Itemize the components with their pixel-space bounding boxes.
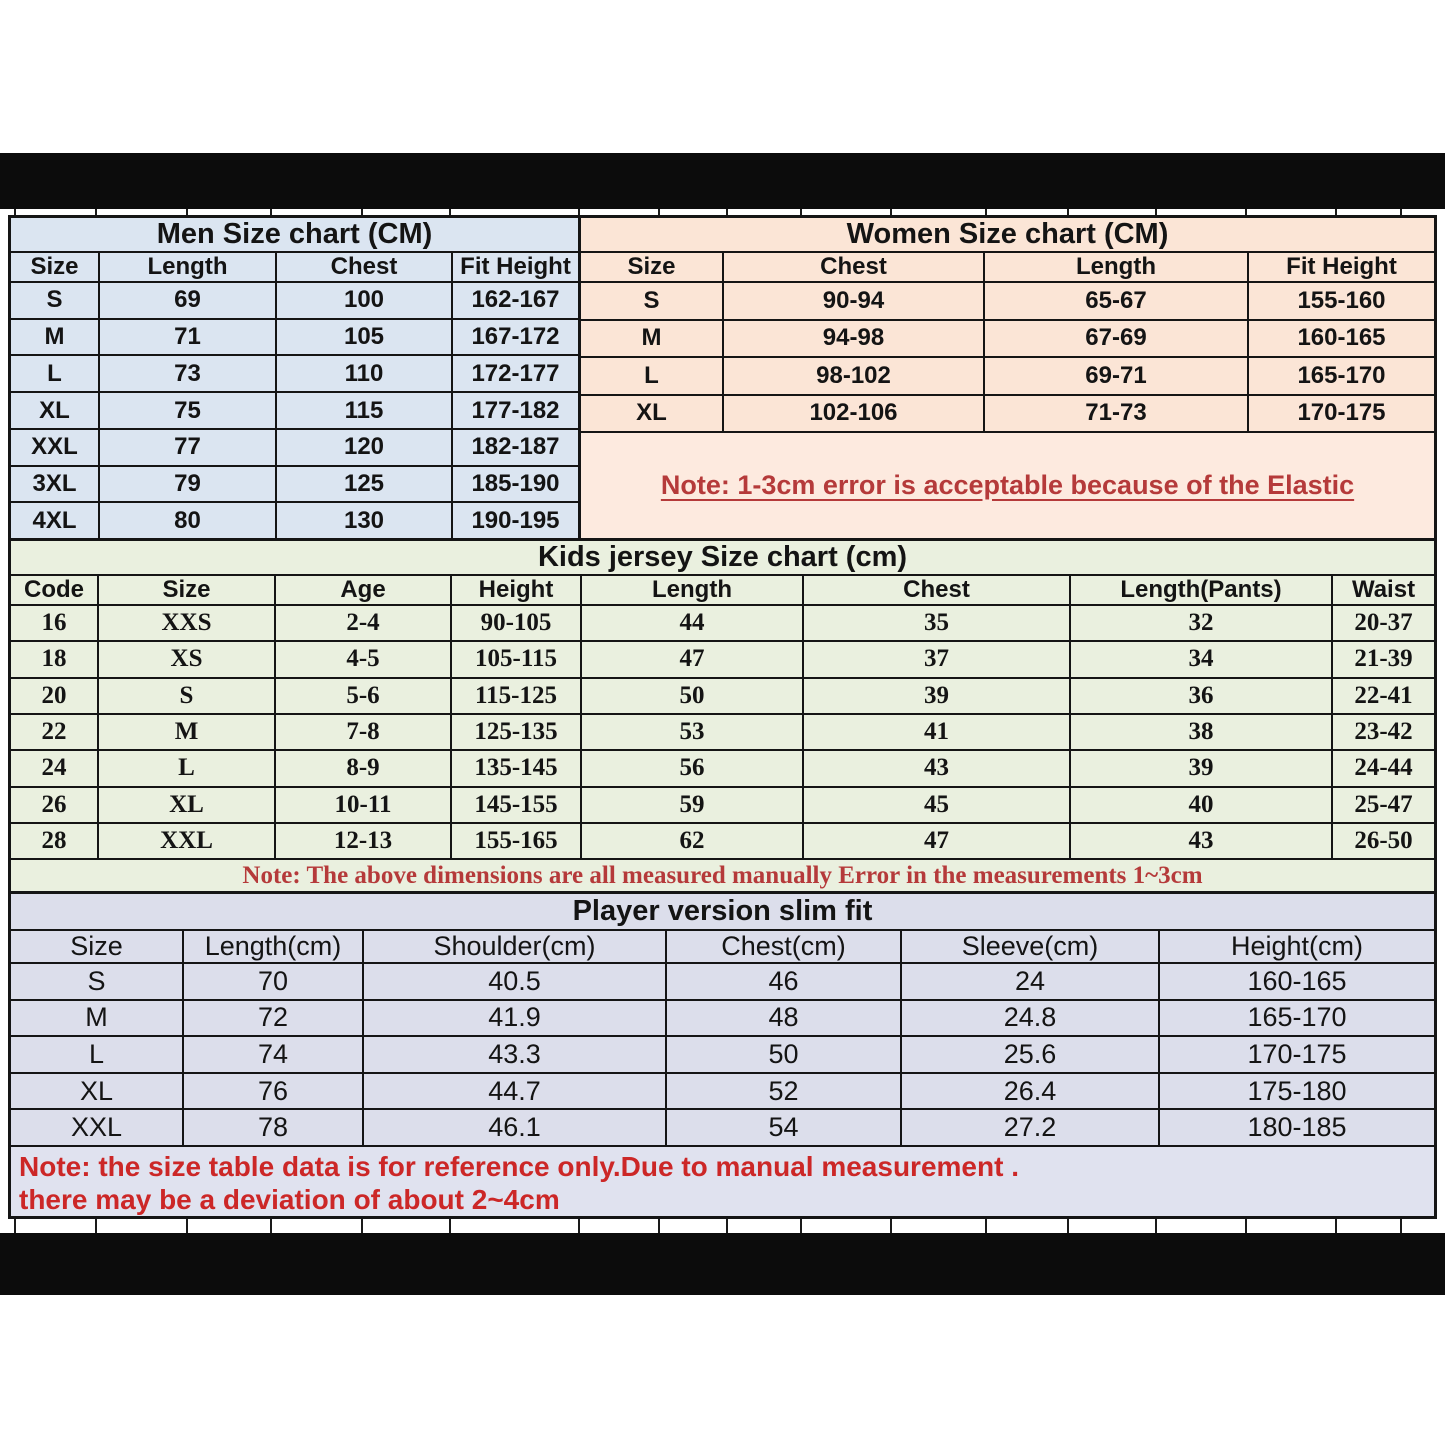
column-header: Size: [11, 931, 183, 963]
table-row: [11, 787, 1434, 823]
table-cell: 22-41: [1332, 678, 1434, 714]
table-cell: 59: [581, 787, 803, 823]
table-row: [11, 319, 578, 356]
top-black-band: [0, 153, 1445, 209]
table-row: [581, 320, 1434, 358]
table-cell: 50: [581, 678, 803, 714]
table-cell: 90-105: [451, 605, 581, 641]
table-cell: S: [581, 282, 723, 320]
table-cell: 162-167: [452, 282, 578, 319]
table-cell: 25-47: [1332, 787, 1434, 823]
table-cell: 105: [276, 319, 452, 356]
table-cell: 165-170: [1248, 357, 1434, 395]
table-cell: 52: [666, 1073, 901, 1110]
table-cell: 45: [803, 787, 1070, 823]
table-cell: 24.8: [901, 1000, 1159, 1037]
table-cell: 21-39: [1332, 641, 1434, 677]
table-cell: 22: [11, 714, 98, 750]
table-cell: 69: [99, 282, 276, 319]
table-cell: 26: [11, 787, 98, 823]
table-row: [11, 678, 1434, 714]
column-header: Length(Pants): [1070, 576, 1332, 605]
column-header: Chest(cm): [666, 931, 901, 963]
table-cell: 47: [581, 641, 803, 677]
table-cell: 16: [11, 605, 98, 641]
table-cell: 26.4: [901, 1073, 1159, 1110]
table-cell: 10-11: [275, 787, 451, 823]
table-cell: 50: [666, 1036, 901, 1073]
table-cell: M: [98, 714, 275, 750]
kids-table-header-row: [11, 576, 1434, 605]
table-cell: 28: [11, 823, 98, 858]
column-header: Length: [984, 253, 1248, 282]
table-cell: 105-115: [451, 641, 581, 677]
table-cell: 7-8: [275, 714, 451, 750]
table-cell: 65-67: [984, 282, 1248, 320]
column-header: Size: [98, 576, 275, 605]
column-header: Age: [275, 576, 451, 605]
table-cell: 172-177: [452, 355, 578, 392]
table-cell: 27.2: [901, 1109, 1159, 1145]
table-cell: 180-185: [1159, 1109, 1434, 1145]
column-header: Waist: [1332, 576, 1434, 605]
table-cell: 90-94: [723, 282, 984, 320]
table-cell: 190-195: [452, 502, 578, 538]
table-cell: 155-160: [1248, 282, 1434, 320]
table-cell: S: [11, 963, 183, 1000]
table-cell: 170-175: [1248, 395, 1434, 431]
table-cell: 48: [666, 1000, 901, 1037]
kids-size-table-section: [8, 541, 1437, 858]
table-cell: 44: [581, 605, 803, 641]
men-table-header-row: [11, 253, 578, 282]
table-cell: 75: [99, 392, 276, 429]
women-elastic-note: [581, 431, 1434, 538]
table-cell: 182-187: [452, 429, 578, 466]
table-cell: 100: [276, 282, 452, 319]
table-cell: 20-37: [1332, 605, 1434, 641]
table-cell: 32: [1070, 605, 1332, 641]
women-table-header-row: [581, 253, 1434, 282]
table-cell: 39: [803, 678, 1070, 714]
table-row: [11, 605, 1434, 641]
table-cell: 43: [803, 750, 1070, 786]
table-cell: 54: [666, 1109, 901, 1145]
table-cell: M: [11, 319, 99, 356]
table-cell: 175-180: [1159, 1073, 1434, 1110]
table-cell: 40.5: [363, 963, 666, 1000]
table-cell: 155-165: [451, 823, 581, 858]
table-cell: XL: [581, 395, 723, 431]
kids-measurement-note: [8, 858, 1437, 894]
table-cell: L: [11, 1036, 183, 1073]
table-row: [11, 1000, 1434, 1037]
table-row: [11, 641, 1434, 677]
column-header: Height(cm): [1159, 931, 1434, 963]
women-table-title: Women Size chart (CM): [581, 218, 1434, 253]
men-women-section: [8, 215, 1437, 541]
table-cell: 24: [11, 750, 98, 786]
table-cell: L: [11, 355, 99, 392]
table-cell: 167-172: [452, 319, 578, 356]
table-row: [11, 429, 578, 466]
table-cell: 41: [803, 714, 1070, 750]
table-cell: L: [581, 357, 723, 395]
table-cell: 115: [276, 392, 452, 429]
table-cell: 170-175: [1159, 1036, 1434, 1073]
table-cell: 177-182: [452, 392, 578, 429]
size-chart-content: [8, 215, 1437, 1219]
table-cell: 135-145: [451, 750, 581, 786]
table-cell: 46.1: [363, 1109, 666, 1145]
table-cell: M: [581, 320, 723, 358]
table-cell: M: [11, 1000, 183, 1037]
table-cell: 160-165: [1159, 963, 1434, 1000]
table-cell: 43: [1070, 823, 1332, 858]
table-cell: XL: [98, 787, 275, 823]
table-cell: 70: [183, 963, 363, 1000]
table-cell: XXL: [11, 1109, 183, 1145]
column-header: Length: [99, 253, 276, 282]
table-cell: 71: [99, 319, 276, 356]
column-header: Length(cm): [183, 931, 363, 963]
table-cell: 72: [183, 1000, 363, 1037]
table-cell: 20: [11, 678, 98, 714]
column-header: Size: [581, 253, 723, 282]
reference-disclaimer-note: [8, 1145, 1437, 1219]
player-table: [11, 931, 1434, 1145]
table-row: [11, 282, 578, 319]
table-cell: XXS: [98, 605, 275, 641]
table-row: [11, 1073, 1434, 1110]
table-cell: 74: [183, 1036, 363, 1073]
disclaimer-line-1: Note: the size table data is for reference only.Due to manual measurement .: [19, 1151, 1019, 1182]
player-table-title: Player version slim fit: [11, 894, 1434, 931]
bottom-tick-strip: [0, 1219, 1445, 1233]
table-cell: 36: [1070, 678, 1332, 714]
table-cell: 44.7: [363, 1073, 666, 1110]
table-row: [11, 1109, 1434, 1145]
table-cell: XXL: [11, 429, 99, 466]
table-row: [581, 395, 1434, 431]
player-version-table-section: [8, 894, 1437, 1145]
column-header: Height: [451, 576, 581, 605]
table-cell: 185-190: [452, 466, 578, 503]
table-cell: 43.3: [363, 1036, 666, 1073]
column-header: Chest: [723, 253, 984, 282]
men-table-title: Men Size chart (CM): [11, 218, 578, 253]
kids-table-title: Kids jersey Size chart (cm): [11, 541, 1434, 576]
table-cell: 120: [276, 429, 452, 466]
table-cell: 78: [183, 1109, 363, 1145]
table-cell: 165-170: [1159, 1000, 1434, 1037]
table-cell: 69-71: [984, 357, 1248, 395]
table-cell: 79: [99, 466, 276, 503]
column-header: Chest: [276, 253, 452, 282]
table-cell: XL: [11, 392, 99, 429]
player-table-header-row: [11, 931, 1434, 963]
table-cell: 26-50: [1332, 823, 1434, 858]
table-row: [11, 963, 1434, 1000]
table-cell: 8-9: [275, 750, 451, 786]
table-cell: 3XL: [11, 466, 99, 503]
table-cell: 18: [11, 641, 98, 677]
table-cell: XS: [98, 641, 275, 677]
table-cell: 56: [581, 750, 803, 786]
table-cell: 77: [99, 429, 276, 466]
table-cell: 46: [666, 963, 901, 1000]
table-cell: 24-44: [1332, 750, 1434, 786]
table-cell: 38: [1070, 714, 1332, 750]
kids-table: [11, 576, 1434, 858]
table-cell: 160-165: [1248, 320, 1434, 358]
table-row: [11, 355, 578, 392]
kids-measurement-note-text: Note: The above dimensions are all measured manually Error in the measurements 1~3cm: [242, 861, 1203, 889]
column-header: Fit Height: [1248, 253, 1434, 282]
column-header: Size: [11, 253, 99, 282]
table-cell: 67-69: [984, 320, 1248, 358]
table-cell: 2-4: [275, 605, 451, 641]
table-cell: 94-98: [723, 320, 984, 358]
table-cell: 23-42: [1332, 714, 1434, 750]
table-cell: 73: [99, 355, 276, 392]
table-cell: L: [98, 750, 275, 786]
table-row: [11, 1036, 1434, 1073]
column-header: Sleeve(cm): [901, 931, 1159, 963]
column-header: Shoulder(cm): [363, 931, 666, 963]
bottom-black-band: [0, 1233, 1445, 1295]
table-row: [11, 823, 1434, 858]
table-cell: 25.6: [901, 1036, 1159, 1073]
table-cell: 35: [803, 605, 1070, 641]
table-cell: 4-5: [275, 641, 451, 677]
table-row: [581, 357, 1434, 395]
table-cell: 125-135: [451, 714, 581, 750]
table-cell: 125: [276, 466, 452, 503]
table-cell: 71-73: [984, 395, 1248, 431]
table-cell: 12-13: [275, 823, 451, 858]
women-table: [581, 253, 1434, 431]
table-row: [11, 466, 578, 503]
women-elastic-note-text: Note: 1-3cm error is acceptable because of the Elastic: [660, 470, 1355, 500]
men-size-table-section: [11, 218, 581, 538]
table-cell: 80: [99, 502, 276, 538]
table-cell: 5-6: [275, 678, 451, 714]
disclaimer-line-2: there may be a deviation of about 2~4cm: [19, 1184, 560, 1215]
table-cell: S: [98, 678, 275, 714]
column-header: Length: [581, 576, 803, 605]
table-cell: XL: [11, 1073, 183, 1110]
table-cell: 62: [581, 823, 803, 858]
table-row: [11, 502, 578, 538]
column-header: Fit Height: [452, 253, 578, 282]
table-row: [11, 714, 1434, 750]
table-cell: 39: [1070, 750, 1332, 786]
table-cell: XXL: [98, 823, 275, 858]
table-cell: 130: [276, 502, 452, 538]
table-cell: 110: [276, 355, 452, 392]
table-cell: S: [11, 282, 99, 319]
women-size-table-section: [581, 218, 1434, 538]
table-cell: 34: [1070, 641, 1332, 677]
table-row: [581, 282, 1434, 320]
table-row: [11, 392, 578, 429]
table-cell: 76: [183, 1073, 363, 1110]
table-cell: 115-125: [451, 678, 581, 714]
table-cell: 40: [1070, 787, 1332, 823]
table-cell: 37: [803, 641, 1070, 677]
column-header: Chest: [803, 576, 1070, 605]
column-header: Code: [11, 576, 98, 605]
table-row: [11, 750, 1434, 786]
table-cell: 47: [803, 823, 1070, 858]
table-cell: 41.9: [363, 1000, 666, 1037]
table-cell: 24: [901, 963, 1159, 1000]
table-cell: 102-106: [723, 395, 984, 431]
table-cell: 53: [581, 714, 803, 750]
table-cell: 145-155: [451, 787, 581, 823]
table-cell: 98-102: [723, 357, 984, 395]
men-table: [11, 253, 578, 538]
table-cell: 4XL: [11, 502, 99, 538]
